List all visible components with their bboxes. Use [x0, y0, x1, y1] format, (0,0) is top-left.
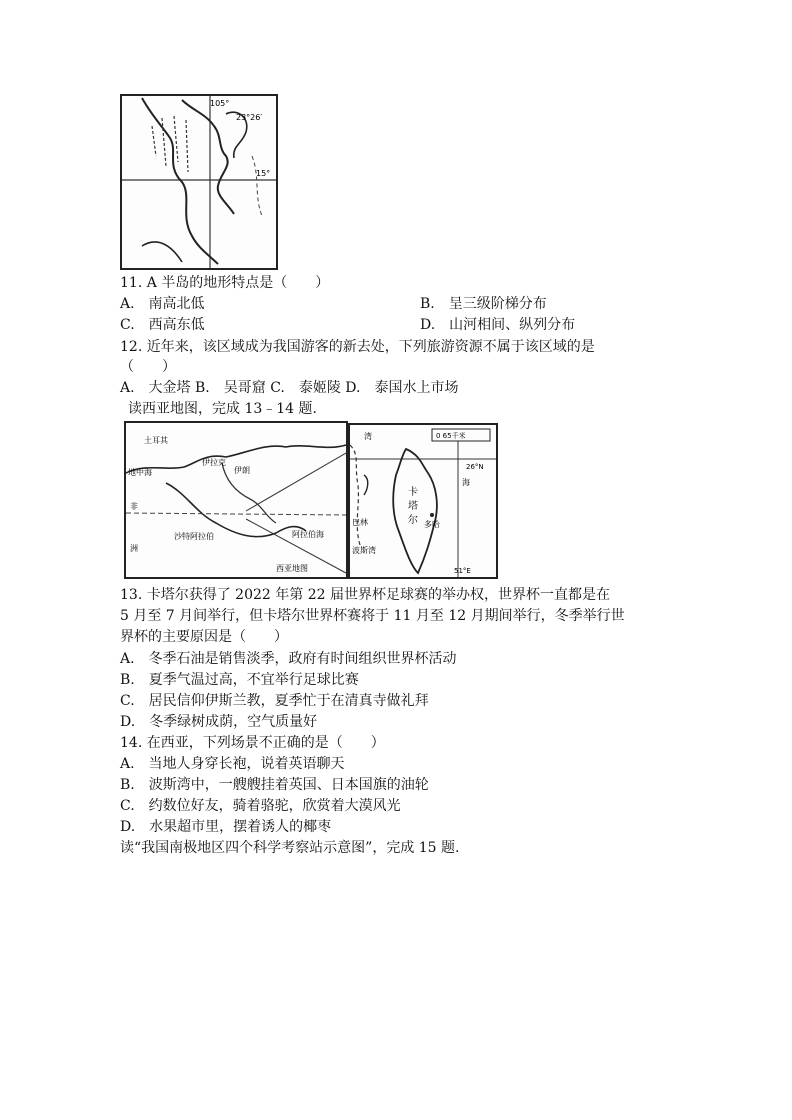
q13-stem-line3: 界杯的主要原因是（ ）	[120, 629, 288, 645]
q11-option-c[interactable]: C. 西高东低	[120, 317, 205, 333]
qatar-label-bahrain: 巴林	[352, 518, 368, 527]
west-asia-label-africa-zhou: 洲	[130, 544, 138, 553]
intro-13-14: 读西亚地图，完成 13﹣14 题.	[128, 401, 317, 417]
qatar-map-bay-right-label: 海	[462, 478, 470, 487]
west-asia-label-mediterranean: 地中海	[128, 468, 152, 477]
intro-15: 读“我国南极地区四个科学考察站示意图”，完成 15 题.	[120, 840, 460, 856]
map1-label-15: 15°	[256, 169, 271, 178]
q12-options[interactable]: A. 大金塔 B. 吴哥窟 C. 泰姬陵 D. 泰国水上市场	[120, 380, 459, 396]
qatar-label-doha: 多哈	[424, 520, 440, 529]
map1-label-tropic: 23°26′	[236, 113, 263, 122]
west-asia-label-arabian-sea: 阿拉伯海	[292, 530, 324, 539]
q11-option-d[interactable]: D. 山河相间、纵列分布	[420, 317, 576, 333]
west-asia-label-saudi: 沙特阿拉伯	[174, 532, 214, 541]
q13-stem-line2: 5 月至 7 月间举行，但卡塔尔世界杯赛将于 11 月至 12 月期间举行，冬季举行世	[120, 608, 625, 624]
southeast-asia-map	[120, 94, 278, 270]
doha-dot	[430, 513, 434, 517]
qatar-label-lon: 51°E	[454, 567, 471, 575]
q13-option-a[interactable]: A. 冬季石油是销售淡季，政府有时间组织世界杯活动	[120, 651, 457, 667]
q14-option-d[interactable]: D. 水果超市里，摆着诱人的椰枣	[120, 819, 332, 835]
q11-option-b[interactable]: B. 呈三级阶梯分布	[420, 296, 547, 312]
qatar-map-lat-label: 26°N	[466, 463, 484, 471]
southeast-asia-map-drawing	[122, 96, 276, 268]
q11-stem: 11. A 半岛的地形特点是（ ）	[120, 275, 330, 291]
qatar-label-1: 卡	[408, 487, 418, 498]
map1-label-105: 105°	[210, 99, 230, 108]
q12-stem-line1: 12. 近年来，该区域成为我国游客的新去处，下列旅游资源不属于该区域的是	[120, 339, 595, 355]
west-asia-label-iraq: 伊拉克	[202, 458, 226, 467]
qatar-label-2: 塔	[408, 501, 418, 512]
west-asia-map-title: 西亚地图	[276, 564, 308, 573]
west-asia-map-drawing	[126, 423, 346, 577]
qatar-label-3: 尔	[408, 515, 418, 526]
q13-stem-line1: 13. 卡塔尔获得了 2022 年第 22 届世界杯足球赛的举办权，世界杯一直都是在	[120, 587, 610, 603]
q13-option-b[interactable]: B. 夏季气温过高，不宜举行足球比赛	[120, 672, 359, 688]
qatar-map-drawing	[350, 425, 496, 577]
qatar-map-scale: 0 65千米	[436, 432, 466, 440]
qatar-map-bay-left-label: 湾	[364, 432, 372, 441]
west-asia-label-africa-fei: 非	[130, 502, 138, 511]
qatar-label-gulf: 波斯湾	[352, 546, 376, 555]
q11-option-a[interactable]: A. 南高北低	[120, 296, 205, 312]
q14-stem: 14. 在西亚，下列场景不正确的是（ ）	[120, 735, 385, 751]
q13-option-d[interactable]: D. 冬季绿树成荫，空气质量好	[120, 714, 318, 730]
q14-option-a[interactable]: A. 当地人身穿长袍，说着英语聊天	[120, 756, 345, 772]
q12-stem-line2: （ ）	[120, 359, 176, 375]
q14-option-b[interactable]: B. 波斯湾中，一艘艘挂着英国、日本国旗的油轮	[120, 777, 429, 793]
west-asia-label-turkey: 土耳其	[144, 436, 168, 445]
west-asia-label-iran: 伊朗	[234, 466, 250, 475]
q14-option-c[interactable]: C. 约数位好友，骑着骆驼，欣赏着大漠风光	[120, 798, 401, 814]
qatar-map	[348, 423, 498, 579]
q13-option-c[interactable]: C. 居民信仰伊斯兰教，夏季忙于在清真寺做礼拜	[120, 693, 429, 709]
west-asia-map	[124, 421, 348, 579]
